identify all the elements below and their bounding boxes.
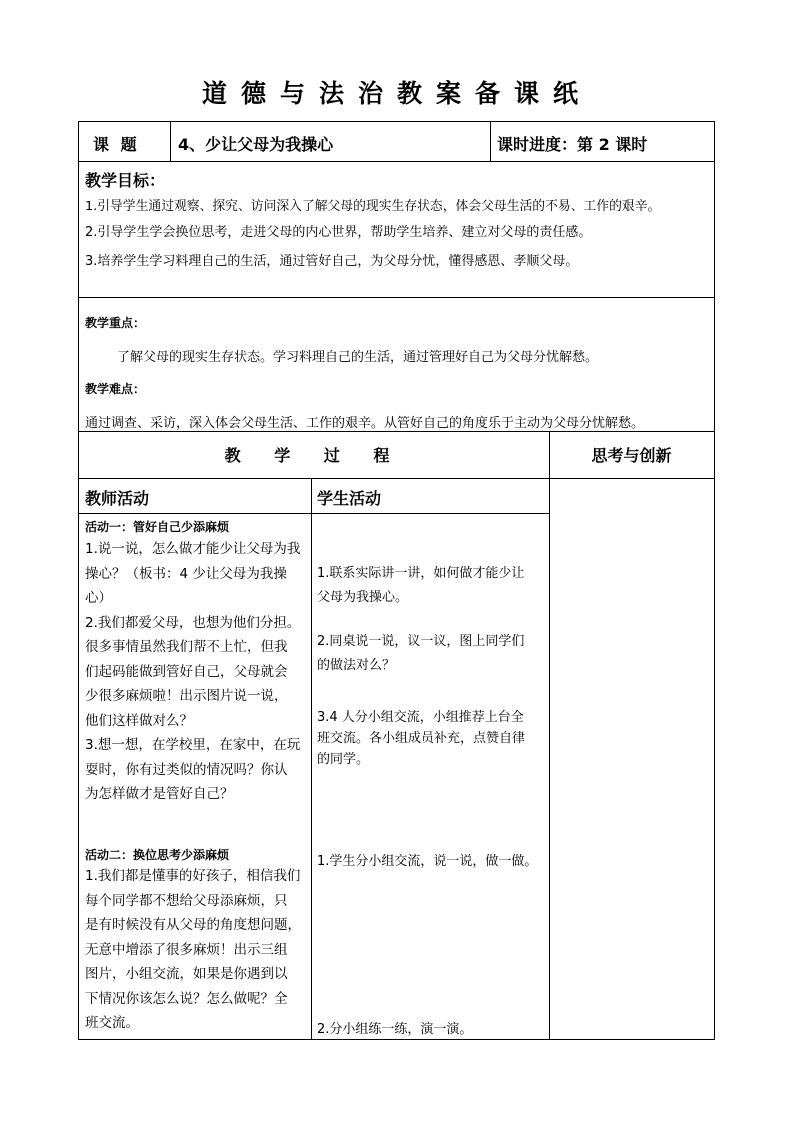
activity2-title: 活动二：换位思考少添麻烦 bbox=[85, 848, 230, 862]
col-divider bbox=[549, 431, 550, 1039]
reflection-heading: 思考与创新 bbox=[591, 446, 672, 465]
activity1-line: 为怎样做才是管好自己？ bbox=[85, 786, 234, 802]
process-heading: 教 学 过 程 bbox=[224, 446, 404, 465]
student-line: 班交流。各小组成员补充，点赞自律 bbox=[317, 731, 526, 746]
difficulties-heading: 教学难点： bbox=[85, 382, 146, 396]
activity1-title: 活动一：管好自己少添麻烦 bbox=[85, 520, 230, 534]
difficulties-text: 通过调查、采访，深入体会父母生活、工作的艰辛。从管好自己的角度乐于主动为父母分忧解愁。 bbox=[85, 416, 645, 431]
activity1-line: 3.想一想，在学校里，在家中，在玩 bbox=[85, 737, 301, 753]
activity2-line: 是有时候没有从父母的角度想问题， bbox=[85, 917, 301, 933]
row-divider bbox=[79, 161, 714, 162]
row-divider bbox=[79, 297, 714, 298]
activity2-body bbox=[85, 864, 309, 1036]
topic-value: 4、少让父母为我操心 bbox=[178, 135, 334, 154]
activity1-line: 操心？（板书：4 少让父母为我操 bbox=[85, 565, 287, 582]
activity1-line: 心） bbox=[85, 590, 112, 606]
student-line: 的同学。 bbox=[317, 752, 370, 767]
key-points-text: 了解父母的现实生存状态。学习料理自己的生活，通过管理好自己为父母分忧解愁。 bbox=[117, 350, 599, 365]
activity2-line: 每个同学都不想给父母添麻烦，只 bbox=[85, 892, 288, 909]
activity1-line: 们起码能做到管好自己，父母就会 bbox=[85, 663, 288, 680]
activity1-line: 2.我们都爱父母，也想为他们分担。 bbox=[85, 614, 301, 631]
activity2-line: 图片，小组交流，如果是你遇到以 bbox=[85, 966, 288, 982]
col-divider bbox=[170, 122, 171, 161]
student-line: 的做法对么？ bbox=[317, 658, 396, 673]
activity2-line: 1.我们都是懂事的好孩子，相信我们 bbox=[85, 868, 301, 884]
teacher-heading: 教师活动 bbox=[85, 489, 150, 508]
student-item bbox=[317, 707, 547, 770]
objective-item: 1.引导学生通过观察、探究、访问深入了解父母的现实生存状态，体会父母生活的不易、工作的艰辛。 bbox=[85, 199, 661, 214]
col-divider bbox=[311, 478, 312, 1039]
progress-label: 课时进度：第 2 课时 bbox=[497, 135, 648, 154]
activity1-line: 1.说一说，怎么做才能少让父母为我 bbox=[85, 541, 301, 557]
row-divider bbox=[79, 513, 549, 514]
student-item bbox=[317, 630, 547, 678]
student-line: 父母为我操心。 bbox=[317, 590, 409, 605]
activity1-line: 耍时，你有过类似的情况吗？你认 bbox=[85, 761, 288, 778]
objective-item: 2.引导学生学会换位思考，走进父母的内心世界，帮助学生培养、建立对父母的责任感。 bbox=[85, 225, 592, 240]
activity1-line: 他们这样做对么？ bbox=[85, 712, 193, 729]
objective-item: 3.培养学生学习料理自己的生活，通过管好自己，为父母分忧，懂得感恩、孝顺父母。 bbox=[85, 254, 579, 269]
activity2-line: 无意中增添了很多麻烦！出示三组 bbox=[85, 941, 288, 958]
student-item bbox=[317, 850, 549, 874]
page-title: 道德与法治教案备课纸 bbox=[201, 79, 592, 108]
student-line: 2.分小组练一练，演一演。 bbox=[317, 1022, 473, 1037]
student-line: 3.4 人分小组交流，小组推荐上台全 bbox=[317, 710, 524, 725]
lesson-plan-table bbox=[78, 121, 715, 1040]
student-item bbox=[317, 1018, 547, 1042]
row-divider bbox=[79, 478, 714, 479]
activity1-line: 很多事情虽然我们帮不上忙，但我 bbox=[85, 639, 288, 655]
student-heading: 学生活动 bbox=[317, 489, 382, 508]
student-line: 1.联系实际讲一讲，如何做才能少让 bbox=[317, 566, 525, 581]
activity1-line: 少很多麻烦啦！出示图片说一说， bbox=[85, 688, 288, 704]
objectives-heading: 教学目标： bbox=[85, 171, 166, 190]
col-divider bbox=[490, 122, 491, 161]
student-line: 1.学生分小组交流，说一说，做一做。 bbox=[317, 854, 538, 869]
row-divider bbox=[79, 431, 714, 432]
activity1-body bbox=[85, 537, 309, 807]
topic-label: 课 题 bbox=[93, 135, 140, 154]
student-line: 2.同桌说一说，议一议，图上同学们 bbox=[317, 634, 525, 649]
activity2-line: 下情况你该怎么说？怎么做呢？全 bbox=[85, 990, 288, 1007]
key-points-heading: 教学重点： bbox=[85, 316, 146, 330]
student-item bbox=[317, 562, 547, 610]
activity2-line: 班交流。 bbox=[85, 1015, 139, 1031]
